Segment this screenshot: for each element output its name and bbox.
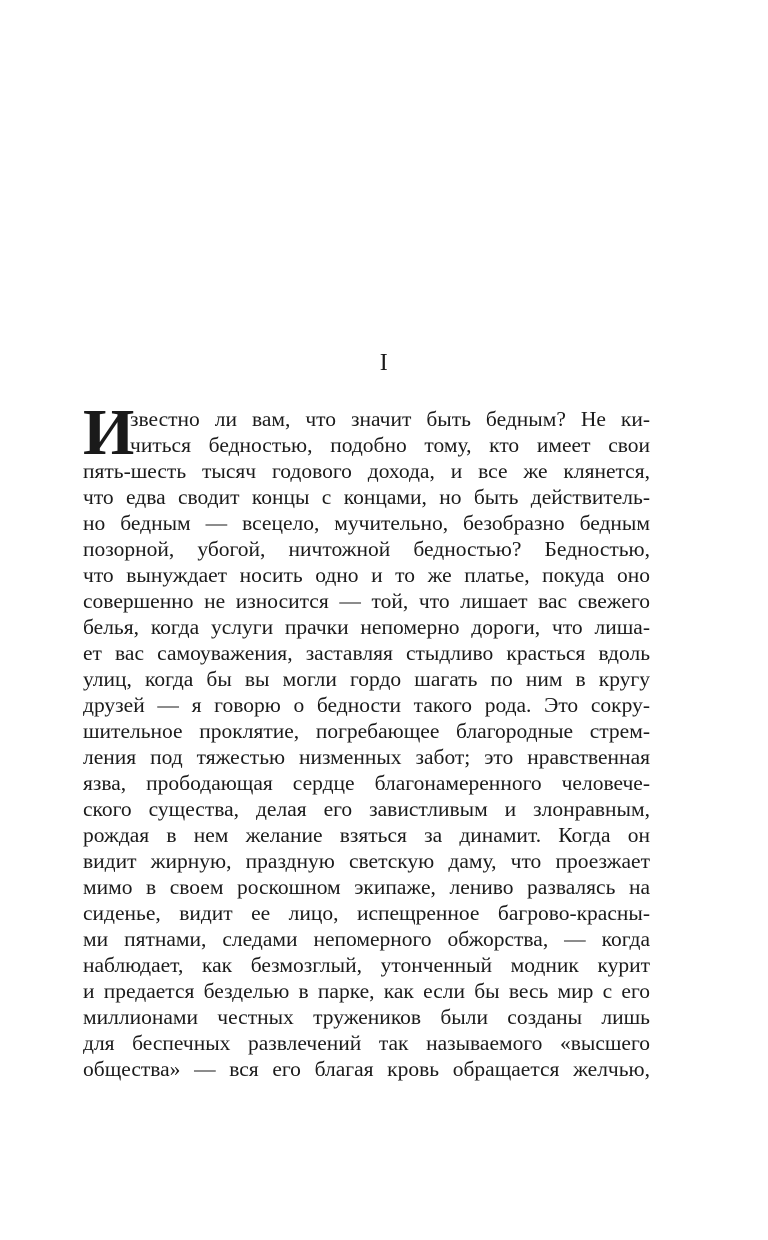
- text-line: сиденье, видит ее лицо, испещренное багрово-красны-: [83, 901, 650, 925]
- text-line: и предается безделью в парке, как если бы весь мир с его: [83, 979, 650, 1003]
- text-line: звестно ли вам, что значит быть бедным? Не ки-: [130, 407, 650, 431]
- text-line: ми пятнами, следами непомерного обжорства, — когда: [83, 927, 650, 951]
- text-line: язва, прободающая сердце благонамеренного человече-: [83, 771, 650, 795]
- text-line: позорной, убогой, ничтожной бедностью? Бедностью,: [83, 537, 650, 561]
- text-line: улиц, когда бы вы могли гордо шагать по ним в кругу: [83, 667, 650, 691]
- text-line: наблюдает, как безмозглый, утонченный модник курит: [83, 953, 650, 977]
- chapter-body-text: [83, 396, 650, 1082]
- text-line: но бедным — всецело, мучительно, безобразно бедным: [83, 511, 650, 535]
- text-line: что вынуждает носить одно и то же платье, покуда оно: [83, 563, 650, 587]
- text-line: читься бедностью, подобно тому, кто имеет свои: [130, 433, 650, 457]
- text-line: совершенно не износится — той, что лишает вас свежего: [83, 589, 650, 613]
- text-line: ет вас самоуважения, заставляя стыдливо красться вдоль: [83, 641, 650, 665]
- text-line: для беспечных развлечений так называемого «высшего: [83, 1031, 650, 1055]
- text-line: что едва сводит концы с концами, но быть действитель-: [83, 485, 650, 509]
- text-line: пять-шесть тысяч годового дохода, и все же клянется,: [83, 459, 650, 483]
- text-line: друзей — я говорю о бедности такого рода. Это сокру-: [83, 693, 650, 717]
- text-line: видит жирную, праздную светскую даму, что проезжает: [83, 849, 650, 873]
- text-line: рождая в нем желание взяться за динамит. Когда он: [83, 823, 650, 847]
- text-line: ского существа, делая его завистливым и злонравным,: [83, 797, 650, 821]
- drop-cap: И: [83, 396, 135, 469]
- text-line: миллионами честных тружеников были созданы лишь: [83, 1005, 650, 1029]
- text-line: шительное проклятие, погребающее благородные стрем-: [83, 719, 650, 743]
- text-line: мимо в своем роскошном экипаже, лениво развалясь на: [83, 875, 650, 899]
- text-line: белья, когда услуги прачки непомерно дороги, что лиша-: [83, 615, 650, 639]
- text-line: общества» — вся его благая кровь обращается желчью,: [83, 1057, 650, 1081]
- chapter-number: I: [379, 350, 389, 376]
- text-line: ления под тяжестью низменных забот; это нравственная: [83, 745, 650, 769]
